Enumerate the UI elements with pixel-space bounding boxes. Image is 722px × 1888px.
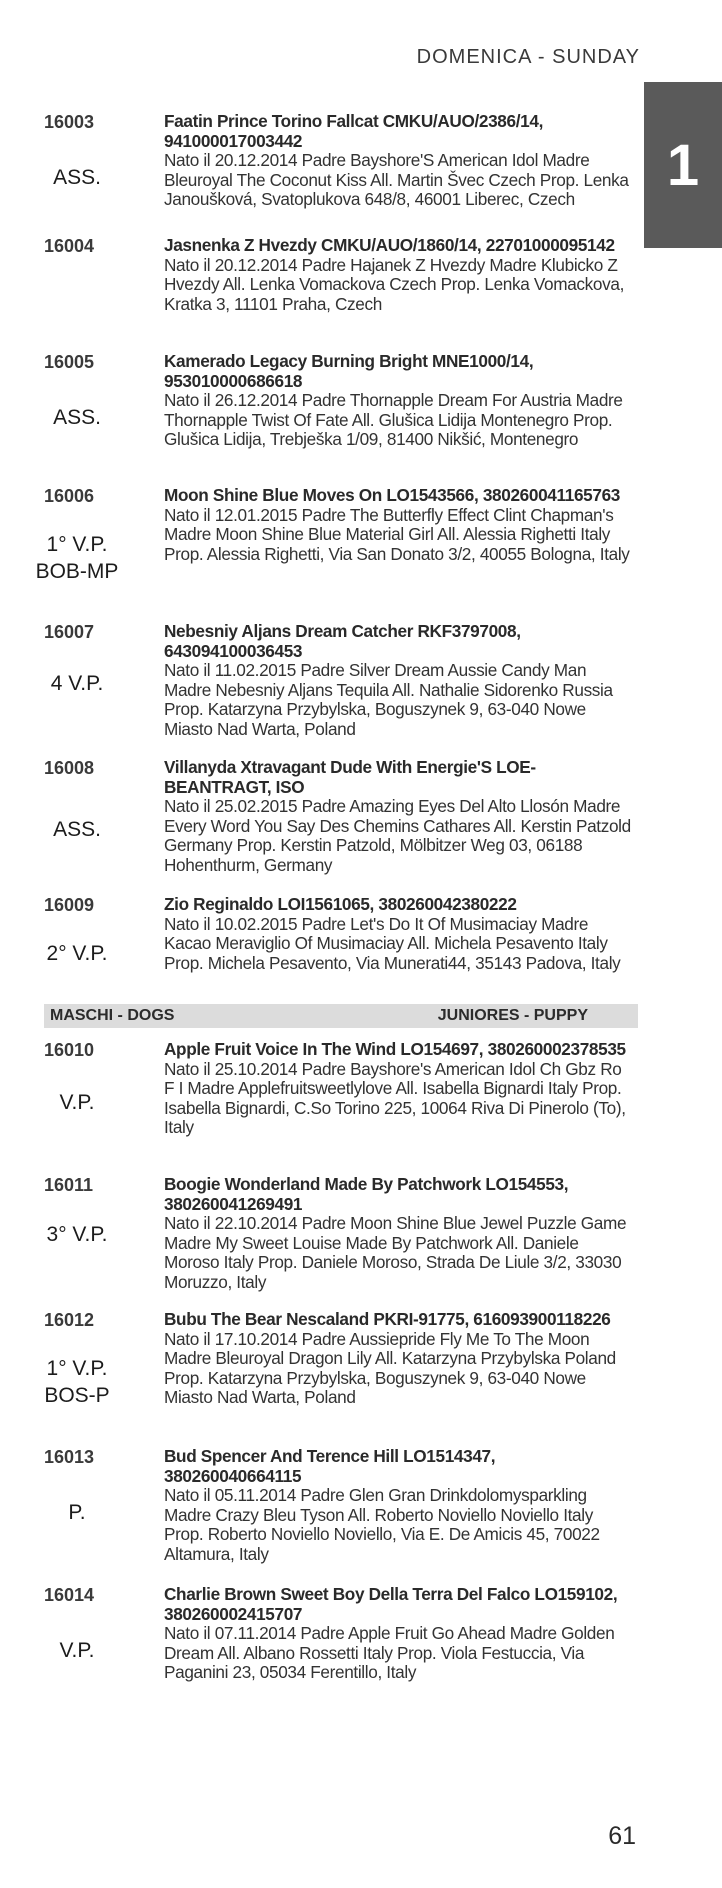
entry-number: 16012 xyxy=(44,1310,95,1330)
entry-number: 16004 xyxy=(44,236,95,256)
dog-details: Nato il 25.10.2014 Padre Bayshore's American Idol Ch Gbz Ro F I Madre Applefruitsweetlylove All. Isabella Bignardi Italy Prop. Isabella Bignardi, C.So Torino 225, 10064 Riva Di Pinerolo (To), Italy xyxy=(164,1058,626,1138)
entry-result xyxy=(14,1637,140,1664)
dog-details: Nato il 22.10.2014 Padre Moon Shine Blue Jewel Puzzle Game Madre My Sweet Louise Made By Patchwork All. Daniele Moroso Italy Prop. Daniele Moroso, Strada De Liule 3/2, 33030 Moruzzo, Italy xyxy=(164,1213,627,1292)
result-label: BOB-MP xyxy=(35,560,119,583)
section-class-label: MASCHI - DOGS xyxy=(50,1007,175,1024)
dog-details: Nato il 20.12.2014 Padre Bayshore'S American Idol Madre Bleuroyal The Coconut Kiss All. Martin Švec Czech Prop. Lenka Janoušková, Svatoplukova 648/8, 46001 Liberec, Czech xyxy=(164,150,629,210)
dog-details: Nato il 25.02.2015 Padre Amazing Eyes Del Alto Llosón Madre Every Word You Say Des Chemins Cathares All. Kerstin Patzold Germany Prop. Kerstin Patzold, Mölbitzer Weg 03, 06188 Hohenthurm, Germany xyxy=(164,796,631,875)
page-header-day: DOMENICA - SUNDAY xyxy=(416,46,640,68)
entry-result xyxy=(14,1355,140,1409)
entry-number: 16003 xyxy=(44,112,95,132)
dog-details: Nato il 17.10.2014 Padre Aussiepride Fly Me To The Moon Madre Bleuroyal Dragon Lily All. Katarzyna Przybylska Poland Prop. Katarzyna Przybylska, Boguszynek 9, 63-040 Nowe Miasto Nad Warta, Poland xyxy=(164,1328,616,1408)
dog-name: Boogie Wonderland Made By Patchwork LO154553, 380260041269491 xyxy=(164,1174,569,1214)
entry-number: 16007 xyxy=(44,622,95,642)
entry-number: 16014 xyxy=(44,1585,95,1605)
entry-body xyxy=(164,486,636,564)
entry-result xyxy=(14,816,140,843)
entry-number: 16008 xyxy=(44,758,95,778)
dog-name: Nebesniy Aljans Dream Catcher RKF3797008, 643094100036453 xyxy=(164,621,521,661)
entry-body xyxy=(164,758,636,876)
result-label: V.P. xyxy=(59,1639,95,1662)
entry-result xyxy=(14,164,140,191)
dog-details: Nato il 26.12.2014 Padre Thornapple Dream For Austria Madre Thornapple Twist Of Fate All. Glušica Lidija Montenegro Prop. Glušica Lidija, Trebješka 1/09, 81400 Nikšić, Montenegro xyxy=(164,390,623,450)
dog-name: Bubu The Bear Nescaland PKRI-91775, 616093900118226 xyxy=(164,1309,611,1329)
entry-number: 16009 xyxy=(44,895,95,915)
result-label: 1° V.P. xyxy=(46,1357,108,1380)
dog-details: Nato il 07.11.2014 Padre Apple Fruit Go Ahead Madre Golden Dream All. Albano Rossetti Italy Prop. Viola Festuccia, Via Paganini 23, 05034 Ferentillo, Italy xyxy=(164,1623,615,1683)
dog-name: Jasnenka Z Hvezdy CMKU/AUO/1860/14, 22701000095142 xyxy=(164,235,615,255)
entry-body xyxy=(164,622,636,740)
entry-result xyxy=(14,670,140,697)
entry-number: 16013 xyxy=(44,1447,95,1467)
entry-result xyxy=(14,940,140,967)
entry-result xyxy=(14,404,140,431)
dog-name: Apple Fruit Voice In The Wind LO154697, 380260002378535 xyxy=(164,1039,626,1059)
dog-name: Bud Spencer And Terence Hill LO1514347, 380260040664115 xyxy=(164,1446,496,1486)
result-label: ASS. xyxy=(53,166,101,189)
entry-result xyxy=(14,1499,140,1526)
entry-body xyxy=(164,1447,636,1565)
entry-body xyxy=(164,1585,636,1683)
entry-number: 16010 xyxy=(44,1040,95,1060)
dog-details: Nato il 11.02.2015 Padre Silver Dream Aussie Candy Man Madre Nebesniy Aljans Tequila All. Nathalie Sidorenko Russia Prop. Katarzyna Przybylska, Boguszynek 9, 63-040 Nowe Miasto Nad Warta, Poland xyxy=(164,660,613,739)
day-number-tab xyxy=(644,82,722,248)
dog-details: Nato il 10.02.2015 Padre Let's Do It Of Musimaciay Madre Kacao Meraviglio Of Musimaciay All. Michela Pesavento Italy Prop. Michela Pesavento, Via Munerati44, 35143 Padova, Italy xyxy=(164,913,621,973)
result-label: ASS. xyxy=(53,818,101,841)
dog-name: Charlie Brown Sweet Boy Della Terra Del Falco LO159102, 380260002415707 xyxy=(164,1584,618,1624)
result-label: 3° V.P. xyxy=(46,1223,108,1246)
dog-name: Villanyda Xtravagant Dude With Energie'S LOE-BEANTRAGT, ISO xyxy=(164,757,536,797)
entry-result xyxy=(14,1089,140,1116)
entry-result xyxy=(14,1221,140,1248)
dog-name: Faatin Prince Torino Fallcat CMKU/AUO/2386/14, 941000017003442 xyxy=(164,111,543,151)
entry-number: 16011 xyxy=(44,1175,94,1195)
entry-body xyxy=(164,895,636,973)
entry-body xyxy=(164,1310,636,1408)
dog-details: Nato il 20.12.2014 Padre Hajanek Z Hvezdy Madre Klubicko Z Hvezdy All. Lenka Vomackova Czech Prop. Lenka Vomackova, Kratka 3, 11101 Praha, Czech xyxy=(164,254,624,314)
page-number: 61 xyxy=(608,1822,636,1850)
dog-details: Nato il 05.11.2014 Padre Glen Gran Drinkdolomysparkling Madre Crazy Bleu Tyson All. Roberto Noviello Noviello Italy Prop. Roberto Noviello Noviello, Via E. De Amicis 45, 70022 Altamura, Italy xyxy=(164,1485,600,1564)
entry-result xyxy=(14,531,140,585)
entry-body xyxy=(164,236,636,314)
entry-number: 16005 xyxy=(44,352,95,372)
result-label: BOS-P xyxy=(44,1384,110,1407)
dog-details: Nato il 12.01.2015 Padre The Butterfly Effect Clint Chapman's Madre Moon Shine Blue Material Girl All. Alessia Righetti Italy Prop. Alessia Righetti, Via San Donato 3/2, 40055 Bologna, Italy xyxy=(164,504,630,564)
entry-body xyxy=(164,352,636,450)
result-label: 4 V.P. xyxy=(50,672,104,695)
dog-name: Moon Shine Blue Moves On LO1543566, 380260041165763 xyxy=(164,485,621,505)
result-label: 2° V.P. xyxy=(46,942,108,965)
section-age-label: JUNIORES - PUPPY xyxy=(437,1007,588,1024)
day-number: 1 xyxy=(666,132,700,198)
result-label: 1° V.P. xyxy=(46,533,108,556)
entry-body xyxy=(164,112,636,210)
dog-name: Zio Reginaldo LOI1561065, 380260042380222 xyxy=(164,894,517,914)
entry-body xyxy=(164,1175,636,1293)
dog-name: Kamerado Legacy Burning Bright MNE1000/14, 953010000686618 xyxy=(164,351,534,391)
result-label: P. xyxy=(68,1501,86,1524)
result-label: V.P. xyxy=(59,1091,95,1114)
result-label: ASS. xyxy=(53,406,101,429)
section-bar xyxy=(44,1004,638,1028)
entry-body xyxy=(164,1040,636,1138)
entry-number: 16006 xyxy=(44,486,95,506)
